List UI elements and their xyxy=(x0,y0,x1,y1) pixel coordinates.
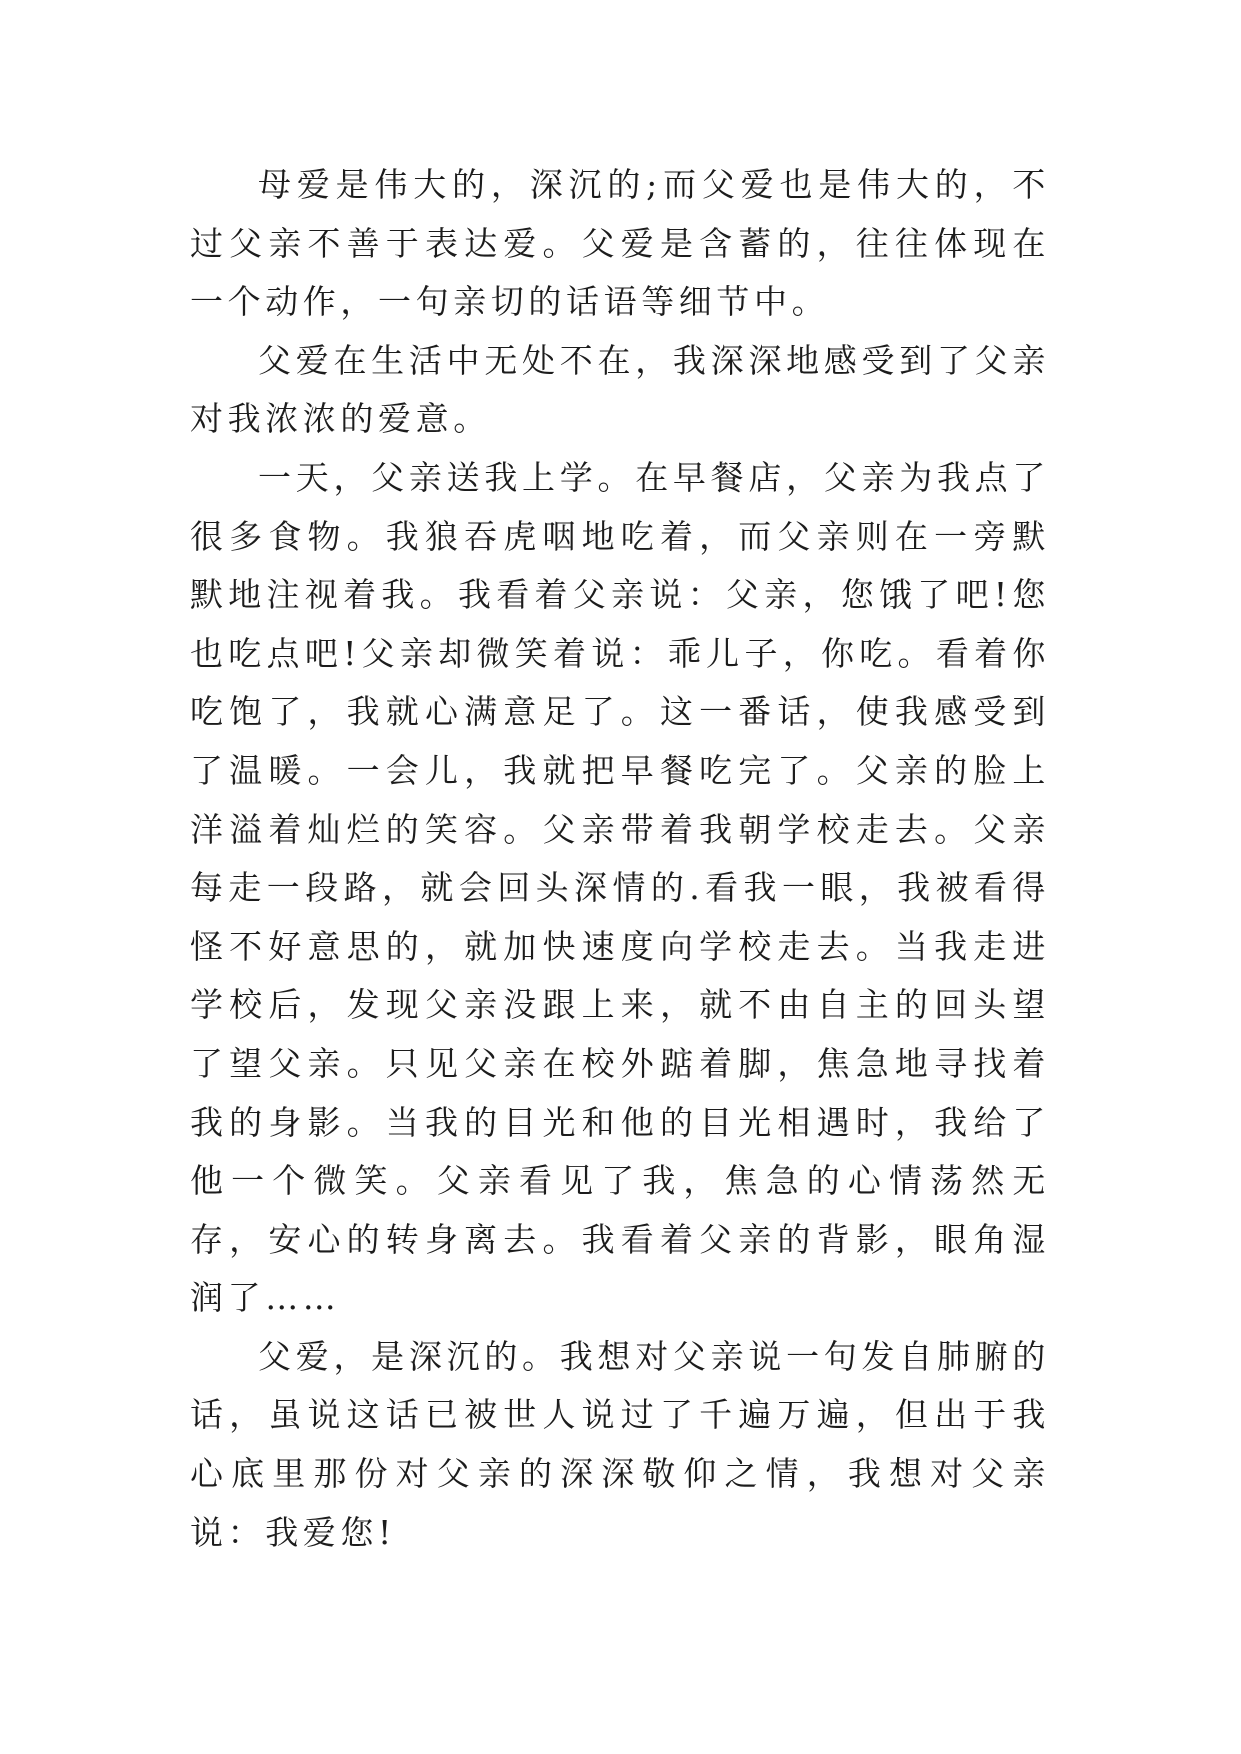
paragraph-closing: 父爱，是深沉的。我想对父亲说一句发自肺腑的话，虽说这话已被世人说过了千遍万遍，但出于我心底里那份对父亲的深深敬仰之情，我想对父亲说：我爱您! xyxy=(190,1336,1050,1552)
paragraph-fatherly-love: 父爱在生活中无处不在，我深深地感受到了父亲对我浓浓的爱意。 xyxy=(190,340,1050,439)
paragraph-story: 一天，父亲送我上学。在早餐店，父亲为我点了很多食物。我狼吞虎咽地吃着，而父亲则在一旁默默地注视着我。我看着父亲说：父亲，您饿了吧!您也吃点吧!父亲却微笑着说：乖儿子，你吃。看着你吃饱了，我就心满意足了。这一番话，使我感受到了温暖。一会儿，我就把早餐吃完了。父亲的脸上洋溢着灿烂的笑容。父亲带着我朝学校走去。父亲每走一段路，就会回头深情的.看我一眼，我被看得怪不好意思的，就加快速度向学校走去。当我走进学校后，发现父亲没跟上来，就不由自主的回头望了望父亲。只见父亲在校外踮着脚，焦急地寻找着我的身影。当我的目光和他的目光相遇时，我给了他一个微笑。父亲看见了我，焦急的心情荡然无存，安心的转身离去。我看着父亲的背影，眼角湿润了…… xyxy=(190,457,1050,1318)
paragraph-opening: 母爱是伟大的，深沉的;而父爱也是伟大的，不过父亲不善于表达爱。父爱是含蓄的，往往体现在一个动作，一句亲切的话语等细节中。 xyxy=(190,165,1050,322)
document-body xyxy=(190,156,1050,1562)
